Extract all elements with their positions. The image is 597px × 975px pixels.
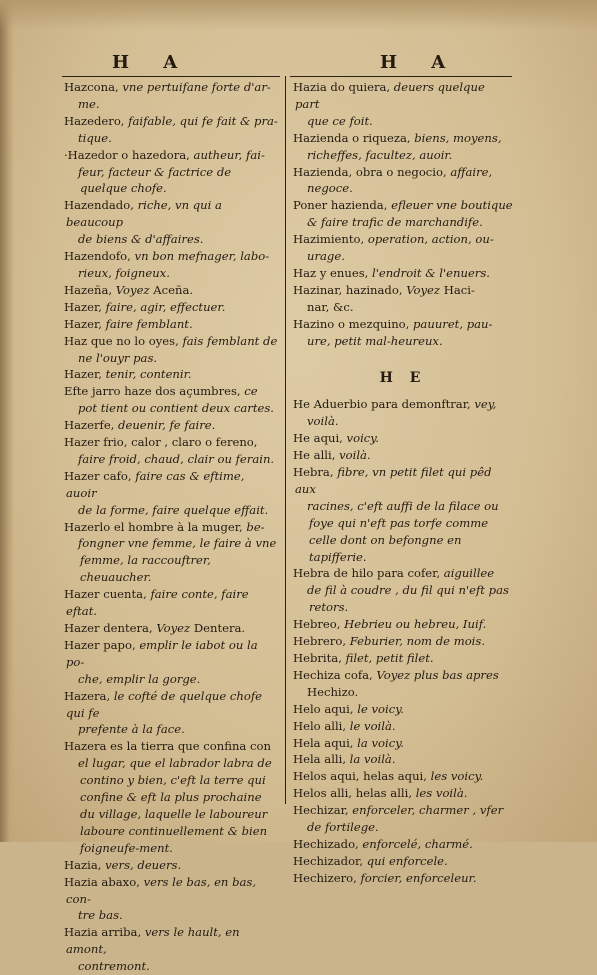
dictionary-entry (64, 688, 278, 739)
entry-headword: Helo aqui, (293, 701, 354, 716)
entry-headword: Hazer, (64, 299, 102, 314)
right-column (293, 79, 513, 887)
entry-headword: Hazer, (64, 316, 102, 331)
dictionary-entry (293, 265, 513, 282)
entry-translation: Voyez (402, 282, 441, 297)
entry-translation: filet, petit filet. (341, 651, 434, 665)
dictionary-entry (293, 197, 513, 231)
dictionary-entry (293, 667, 513, 701)
dictionary-entry (293, 836, 513, 853)
entry-continuation: de la forme, faire quelque effait. (78, 502, 269, 517)
dictionary-entry (64, 316, 278, 333)
entry-translation: voicy. (342, 431, 379, 446)
dictionary-entry (64, 366, 278, 383)
entry-translation: vers le bas, en bas, con- (66, 874, 257, 906)
entry-translation: les voicy. (426, 769, 484, 784)
dictionary-entry (64, 468, 278, 519)
entry-translation: vne pertuifane forte d'ar- (118, 80, 271, 94)
entry-headword: Hela alli, (293, 752, 346, 767)
entry-headword: Hazer cuenta, (64, 587, 147, 602)
entry-crossref: Aceña. (149, 282, 194, 297)
header-rule-right (290, 76, 512, 77)
entry-translation: Hebrieu ou hebreu, Iuif. (340, 617, 487, 632)
entry-translation: faire cas & eftime, auoir (66, 468, 245, 500)
dictionary-entry (64, 620, 278, 637)
entry-continuation: me. (78, 96, 100, 111)
dictionary-entry (293, 785, 513, 802)
entry-translation: Voyez plus bas apres (372, 667, 499, 682)
entry-headword: Hebreo, (293, 617, 341, 632)
dictionary-entry (293, 633, 513, 650)
page-edge-shadow (0, 0, 14, 842)
entry-headword: Hebrero, (293, 634, 347, 649)
entry-headword: Hazedero, (64, 113, 125, 128)
entry-headword: He Aduerbio para demonftrar, (293, 397, 471, 412)
entry-translation: affaire, (446, 164, 493, 179)
running-header-right: H A (380, 52, 460, 73)
entry-continuation: fongner vne femme, le faire à vne femme, la raccouftrer, cheuaucher. (78, 536, 277, 585)
dictionary-entry (293, 430, 513, 447)
entry-headword: Helos alli, helas alli, (293, 786, 413, 801)
dictionary-entry (293, 464, 513, 565)
entry-continuation: racines, c'eft auffi de la filace ou foye qui n'eft pas torfe comme celle dont on befongne en tapifferie. (307, 498, 499, 564)
left-column (64, 79, 278, 975)
dictionary-entry (293, 616, 513, 633)
dictionary-entry (64, 874, 278, 925)
dictionary-entry (64, 637, 278, 688)
entry-headword: Hazeña, (64, 282, 113, 297)
dictionary-entry (293, 802, 513, 836)
column-divider (285, 76, 286, 804)
entry-translation: Voyez (152, 621, 191, 635)
entry-continuation: faire froid, chaud, clair ou ferain. (78, 451, 275, 466)
dictionary-entry (293, 735, 513, 752)
entry-translation: deuers quelque part (295, 80, 485, 111)
entry-translation: fais femblant de (178, 333, 278, 348)
entry-translation: enforcelé, charmé. (358, 836, 473, 851)
dictionary-entry (293, 130, 513, 164)
entry-translation: enforceler, charmer , vfer (348, 803, 504, 818)
entry-continuation: de fortilege. (307, 820, 379, 835)
entry-translation: forcier, enforceleur. (356, 870, 477, 885)
dictionary-entry (64, 113, 278, 147)
entry-headword: Haz que no lo oyes, (64, 333, 179, 348)
entry-continuation: rieux, foigneux. (78, 265, 170, 280)
entry-headword: Hechiza cofa, (293, 667, 373, 682)
entry-continuation: feur, facteur & factrice de quelque chofe. (78, 164, 232, 196)
entry-translation: le voicy. (353, 701, 404, 716)
entry-translation: Feburier, nom de mois. (346, 634, 486, 649)
dictionary-entry (293, 751, 513, 768)
dictionary-entry (64, 299, 278, 316)
entry-translation: tenir, contenir. (101, 367, 192, 382)
header-rule-left (62, 76, 280, 77)
entry-headword: Hebra, (293, 465, 334, 480)
dictionary-entry (64, 248, 278, 282)
entry-translation: aiguillee (440, 566, 495, 581)
dictionary-entry (293, 718, 513, 735)
entry-translation: vn bon mefnager, labo- (130, 249, 270, 264)
entry-translation: autheur, fai- (189, 147, 265, 162)
entry-translation: operation, action, ou- (364, 232, 494, 247)
entry-continuation: el lugar, que el labrador labra de contino y bien, c'eft la terre qui confine & eft la plus prochaine du village, laquelle le laboureur laboure continuellement & bien foigneufe-ment. (78, 756, 272, 855)
entry-headword: Hazia arriba, (64, 925, 142, 940)
entry-translation: Voyez (112, 282, 150, 297)
entry-headword: Hazer, (64, 367, 102, 382)
entry-headword: Hazendado, (64, 198, 134, 213)
entry-translation: le cofté de quelque chofe qui fe (66, 688, 263, 720)
entry-headword: Helos aqui, helas aqui, (293, 769, 427, 784)
entry-headword: Hazendofo, (64, 249, 131, 264)
dictionary-entry (293, 701, 513, 718)
he-entries (293, 396, 513, 886)
entry-headword: Hechizado, (293, 836, 359, 851)
dictionary-entry (64, 586, 278, 620)
entry-headword: Hazia abaxo, (64, 874, 140, 889)
dictionary-entry (64, 147, 278, 198)
entry-translation: qui enforcele. (363, 853, 448, 868)
entry-continuation: nar, &c. (307, 299, 354, 314)
dictionary-entry (293, 565, 513, 616)
dictionary-entry (293, 853, 513, 870)
entry-headword: Hazinar, hazinado, (293, 282, 403, 297)
entry-translation: biens, moyens, (410, 130, 502, 145)
entry-translation: les voilà. (412, 786, 468, 801)
entry-continuation: de fil à coudre , du fil qui n'eft pas retors. (307, 583, 509, 615)
entry-headword: He alli, (293, 448, 336, 463)
entry-continuation: prefente à la face. (78, 722, 185, 737)
entry-continuation: pot tient ou contient deux cartes. (78, 401, 274, 416)
dictionary-entry (293, 164, 513, 198)
entry-headword: Hazino o mezquino, (293, 316, 410, 331)
entry-headword: Hechizador, (293, 853, 364, 868)
entry-headword: Hazia, (64, 857, 102, 872)
entry-translation: vers le hault, en amont, (66, 925, 240, 957)
dictionary-entry (293, 870, 513, 887)
entry-continuation: que ce foit. (307, 113, 373, 128)
entry-headword: Hazienda o riqueza, (293, 130, 411, 145)
entry-continuation: contremont. (78, 959, 150, 974)
entry-continuation: tre bas. (78, 908, 123, 923)
entry-translation: deuenir, fe faire. (114, 418, 216, 433)
dictionary-entry (64, 333, 278, 367)
entry-translation: pauuret, pau- (409, 316, 493, 331)
entry-translation: faifable, qui fe fait & pra- (124, 113, 278, 128)
entry-translation: faire, agir, effectuer. (101, 299, 226, 314)
entry-headword: Efte jarro haze dos açumbres, (64, 384, 241, 399)
dictionary-entry (293, 316, 513, 350)
entry-translation: fibre, vn petit filet qui pêd aux (295, 465, 492, 496)
entry-continuation: ne l'ouyr pas. (78, 350, 158, 365)
entry-translation: vers, deuers. (101, 857, 182, 872)
entry-headword: Hazera es la tierra que confina con (64, 739, 271, 754)
entry-headword: Hazera, (64, 688, 111, 703)
entry-translation: la voicy. (353, 735, 404, 750)
entry-translation: efleuer vne boutique (387, 198, 513, 213)
dictionary-entry (64, 197, 278, 248)
running-header-left: H A (112, 52, 192, 73)
dictionary-entry (293, 650, 513, 667)
entry-headword: Poner hazienda, (293, 198, 388, 213)
entry-continuation: voilà. (307, 414, 339, 429)
entry-translation: riche, vn qui a beaucoup (66, 198, 222, 230)
entry-translation: be- (242, 519, 265, 534)
entry-translation: vey, (470, 397, 497, 412)
entry-continuation: ure, petit mal-heureux. (307, 333, 443, 348)
entry-headword: Hazer dentera, (64, 621, 153, 635)
entry-translation: le voilà. (346, 718, 396, 733)
entry-headword: Hechizero, (293, 870, 357, 885)
entry-headword: Hechizar, (293, 803, 349, 818)
dictionary-entry (64, 519, 278, 587)
entry-continuation: richeffes, facultez, auoir. (307, 147, 453, 162)
entry-headword: Hebrita, (293, 651, 342, 665)
entry-headword: Hazer papo, (64, 637, 136, 652)
dictionary-entry (64, 857, 278, 874)
entry-headword: ·Hazedor o hazedora, (64, 147, 190, 162)
entry-headword: Hazerfe, (64, 418, 115, 433)
entry-crossref: Dentera. (190, 621, 246, 635)
dictionary-entry (293, 282, 513, 316)
ha-entries (293, 79, 513, 350)
entry-translation: faire femblant. (101, 316, 193, 331)
entry-headword: He aqui, (293, 431, 343, 446)
dictionary-entry (64, 417, 278, 434)
entry-headword: Helo alli, (293, 718, 347, 733)
entry-continuation: Hechizo. (307, 684, 359, 699)
dictionary-entry (293, 447, 513, 464)
entry-headword: Haz y enues, (293, 265, 369, 280)
entry-continuation: che, emplir la gorge. (78, 671, 201, 686)
dictionary-entry (293, 231, 513, 265)
entry-translation: emplir le iabot ou la po- (66, 637, 258, 669)
dictionary-entry (64, 434, 278, 468)
entry-crossref: Haci- (440, 282, 475, 297)
entry-headword: Hazer cafo, (64, 468, 132, 483)
dictionary-entry (64, 738, 278, 856)
page-top-shadow (0, 0, 597, 30)
entry-continuation: tique. (78, 130, 112, 145)
entry-continuation: negoce. (307, 181, 353, 196)
entry-continuation: & faire trafic de marchandife. (307, 215, 483, 230)
entry-headword: Hazer frio, calor , claro o fereno, (64, 435, 258, 450)
entry-headword: Hazimiento, (293, 232, 365, 247)
entry-headword: Hazia do quiera, (293, 80, 391, 94)
dictionary-entry (293, 79, 513, 130)
section-heading-he: H E (379, 369, 427, 386)
entry-headword: Hazcona, (64, 80, 119, 94)
entry-continuation: de biens & d'affaires. (78, 232, 204, 247)
entry-translation: la voilà. (346, 752, 396, 767)
dictionary-entry (64, 79, 278, 113)
dictionary-entry (293, 396, 513, 430)
entry-translation: voilà. (335, 448, 371, 463)
entry-translation: ce (240, 384, 258, 399)
dictionary-entry (293, 768, 513, 785)
entry-headword: Hazienda, obra o negocio, (293, 164, 447, 179)
dictionary-entry (64, 924, 278, 975)
entry-headword: Hazerlo el hombre à la muger, (64, 519, 243, 534)
entry-translation: faire conte, faire eftat. (66, 587, 249, 619)
entry-headword: Hela aqui, (293, 735, 354, 750)
dictionary-entry (64, 383, 278, 417)
entry-headword: Hebra de hilo para cofer, (293, 566, 441, 581)
entry-continuation: urage. (307, 249, 345, 264)
dictionary-entry (64, 282, 278, 299)
entry-translation: l'endroit & l'enuers. (368, 265, 490, 280)
